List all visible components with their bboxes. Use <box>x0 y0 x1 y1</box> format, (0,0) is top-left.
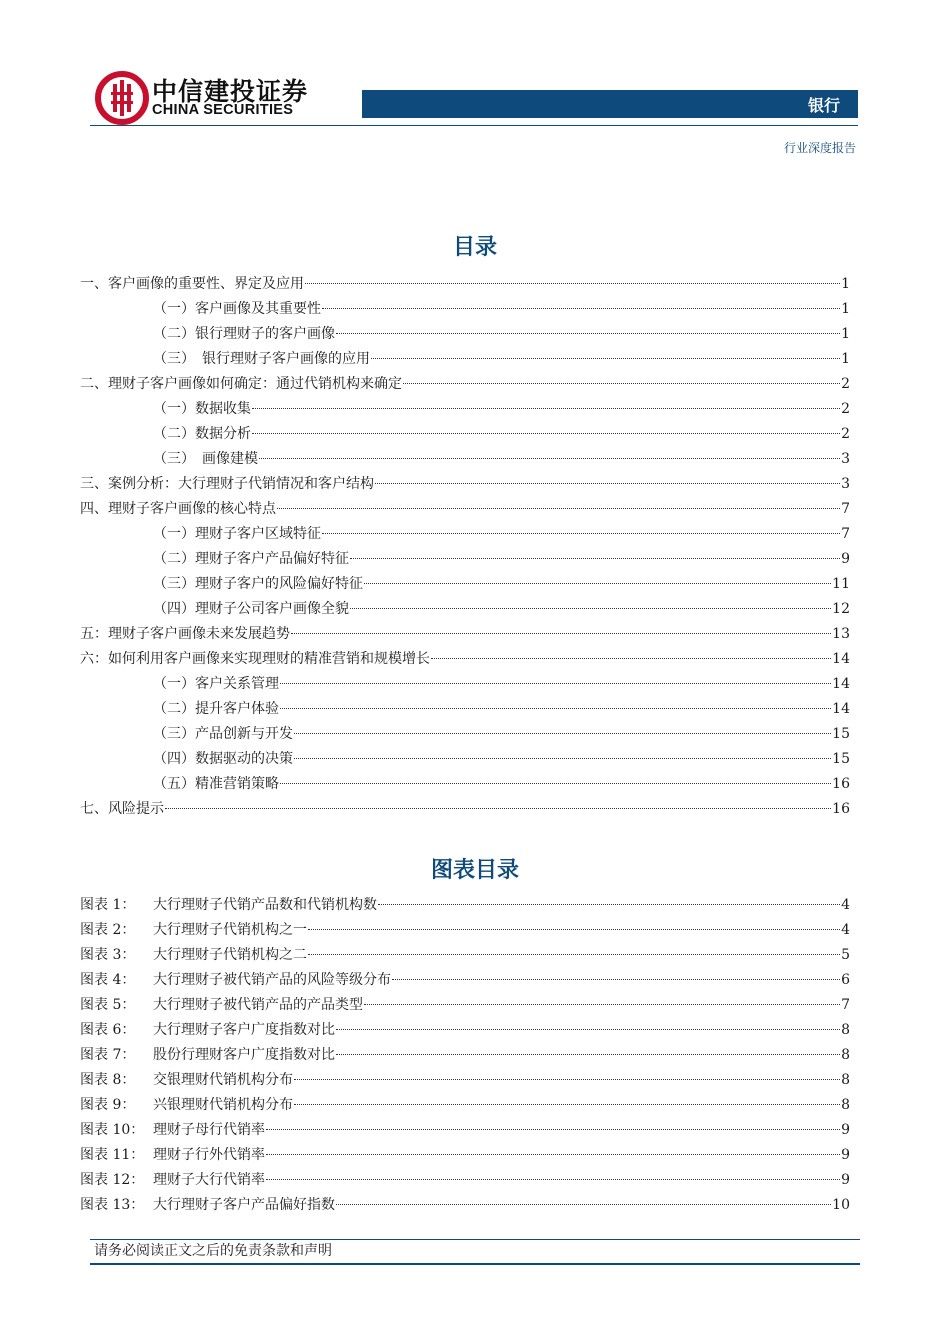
toc-entry-page: 13 <box>832 626 850 642</box>
sector-label: 银行 <box>807 96 840 115</box>
figure-entry-number: 图表 12： <box>80 1172 145 1188</box>
toc-entry-page: 7 <box>841 501 850 517</box>
dot-leader <box>378 890 840 905</box>
dot-leader <box>252 394 840 409</box>
toc-entry-label: （二）提升客户体验 <box>153 701 279 717</box>
toc-entry-page: 16 <box>832 776 850 792</box>
figure-entry-number: 图表 9： <box>80 1097 136 1113</box>
toc-entry-label: （一）数据收集 <box>153 401 251 417</box>
figure-entry-number: 图表 10： <box>80 1122 145 1138</box>
figure-entry-page: 6 <box>841 972 850 988</box>
toc-entry-page: 15 <box>832 751 850 767</box>
dot-leader <box>336 319 840 334</box>
dot-leader <box>252 419 840 434</box>
figure-entry-page: 8 <box>841 1047 850 1063</box>
figure-entry-page: 8 <box>841 1097 850 1113</box>
figure-entry-number: 图表 1： <box>80 897 136 913</box>
figure-entry-page: 10 <box>832 1197 850 1213</box>
toc-entry-label: （一）客户关系管理 <box>153 676 279 692</box>
figure-entry-label: 大行理财子客户产品偏好指数 <box>153 1197 335 1213</box>
toc-entry-label: （四）理财子公司客户画像全貌 <box>153 601 349 617</box>
footer-divider-bottom <box>90 1263 860 1265</box>
dot-leader <box>308 915 840 930</box>
toc-entry-label: （一）客户画像及其重要性 <box>153 301 321 317</box>
toc-entry-page: 14 <box>832 701 850 717</box>
dot-leader <box>305 269 840 284</box>
toc-entry-label: 四、理财子客户画像的核心特点 <box>80 501 276 517</box>
figure-entry-number: 图表 7： <box>80 1047 136 1063</box>
figure-entry-label: 理财子母行代销率 <box>153 1122 265 1138</box>
figure-entry-number: 图表 8： <box>80 1072 136 1088</box>
disclaimer-notice: 请务必阅读正文之后的免责条款和声明 <box>94 1243 332 1259</box>
dot-leader <box>322 294 840 309</box>
figure-entry-number: 图表 4： <box>80 972 136 988</box>
toc-entry-label: 五：理财子客户画像未来发展趋势 <box>80 626 290 642</box>
figure-entry-number: 图表 6： <box>80 1022 136 1038</box>
toc-entry-label: （二）数据分析 <box>153 426 251 442</box>
dot-leader <box>364 990 840 1005</box>
figure-entry-label: 交银理财代销机构分布 <box>153 1072 293 1088</box>
figure-entry-label: 大行理财子代销机构之二 <box>153 947 307 963</box>
figure-entry-label: 理财子行外代销率 <box>153 1147 265 1163</box>
dot-leader <box>336 1040 840 1055</box>
toc-entry-label: （四）数据驱动的决策 <box>153 751 293 767</box>
dot-leader <box>259 444 840 459</box>
dot-leader <box>294 744 831 759</box>
dot-leader <box>266 1115 840 1130</box>
dot-leader <box>266 1165 840 1180</box>
toc-title: 目录 <box>452 235 497 260</box>
toc-list <box>80 272 850 822</box>
figure-entry-page: 8 <box>841 1022 850 1038</box>
toc-entry-page: 1 <box>841 276 850 292</box>
dot-leader <box>336 1190 831 1205</box>
toc-entry-label: （二）银行理财子的客户画像 <box>153 326 335 342</box>
toc-entry-label: （三） 画像建模 <box>153 451 258 467</box>
toc-entry-page: 3 <box>841 451 850 467</box>
toc-entry-label: 二、理财子客户画像如何确定：通过代销机构来确定 <box>80 376 402 392</box>
toc-entry-label: 三、案例分析：大行理财子代销情况和客户结构 <box>80 476 374 492</box>
dot-leader <box>403 369 840 384</box>
china-securities-logo <box>94 70 150 126</box>
toc-entry-page: 2 <box>841 426 850 442</box>
toc-entry-page: 1 <box>841 301 850 317</box>
dot-leader <box>280 769 831 784</box>
report-type: 行业深度报告 <box>783 141 856 155</box>
dot-leader <box>308 940 840 955</box>
toc-entry-page: 9 <box>841 551 850 567</box>
toc-entry-page: 12 <box>832 601 850 617</box>
dot-leader <box>280 669 831 684</box>
figure-entry-label: 股份行理财客户广度指数对比 <box>153 1047 335 1063</box>
dot-leader <box>294 719 831 734</box>
figure-entry-page: 5 <box>841 947 850 963</box>
toc-entry[interactable] <box>80 797 850 822</box>
dot-leader <box>350 594 831 609</box>
dot-leader <box>291 619 831 634</box>
dot-leader <box>266 1140 840 1155</box>
figure-entry-page: 9 <box>841 1122 850 1138</box>
dot-leader <box>375 469 840 484</box>
figure-entry-page: 9 <box>841 1172 850 1188</box>
dot-leader <box>294 1090 840 1105</box>
figure-entry-label: 大行理财子代销机构之一 <box>153 922 307 938</box>
figure-list <box>80 893 850 1218</box>
toc-entry-label: （三） 银行理财子客户画像的应用 <box>153 351 370 367</box>
figure-entry-number: 图表 13： <box>80 1197 145 1213</box>
dot-leader <box>294 1065 840 1080</box>
brand-name-chinese: 中信建投证券 <box>152 77 309 106</box>
figure-entry-label: 大行理财子被代销产品的风险等级分布 <box>153 972 391 988</box>
figure-entry-number: 图表 5： <box>80 997 136 1013</box>
figure-entry-label: 大行理财子客户广度指数对比 <box>153 1022 335 1038</box>
toc-entry-page: 7 <box>841 526 850 542</box>
figure-entry-page: 8 <box>841 1072 850 1088</box>
toc-entry-page: 11 <box>832 576 850 592</box>
figure-entry-page: 9 <box>841 1147 850 1163</box>
figure-entry-number: 图表 2： <box>80 922 136 938</box>
toc-entry-label: （三）产品创新与开发 <box>153 726 293 742</box>
figure-entry[interactable] <box>80 1193 850 1218</box>
toc-entry-page: 14 <box>832 676 850 692</box>
toc-entry-label: （五）精准营销策略 <box>153 776 279 792</box>
toc-entry-label: （三）理财子客户的风险偏好特征 <box>153 576 363 592</box>
dot-leader <box>350 544 840 559</box>
dot-leader <box>277 494 840 509</box>
toc-entry-page: 2 <box>841 376 850 392</box>
dot-leader <box>165 794 831 809</box>
toc-entry-label: （二）理财子客户产品偏好特征 <box>153 551 349 567</box>
dot-leader <box>364 569 831 584</box>
figure-entry-page: 4 <box>841 922 850 938</box>
toc-entry-page: 1 <box>841 351 850 367</box>
toc-entry-label: （一）理财子客户区域特征 <box>153 526 321 542</box>
toc-entry-page: 16 <box>832 801 850 817</box>
toc-entry-page: 1 <box>841 326 850 342</box>
dot-leader <box>392 965 840 980</box>
figure-entry-label: 兴银理财代销机构分布 <box>153 1097 293 1113</box>
toc-entry-page: 3 <box>841 476 850 492</box>
dot-leader <box>322 519 840 534</box>
dot-leader <box>371 344 840 359</box>
figure-list-title: 图表目录 <box>430 858 519 883</box>
figure-entry-page: 7 <box>841 997 850 1013</box>
figure-entry-label: 大行理财子代销产品数和代销机构数 <box>153 897 377 913</box>
dot-leader <box>431 644 831 659</box>
toc-entry-label: 六：如何利用客户画像来实现理财的精准营销和规模增长 <box>80 651 430 667</box>
toc-entry-page: 15 <box>832 726 850 742</box>
figure-entry-label: 理财子大行代销率 <box>153 1172 265 1188</box>
toc-entry-label: 七、风险提示 <box>80 801 164 817</box>
brand-name-english: CHINA SECURITIES <box>152 102 294 118</box>
figure-entry-page: 4 <box>841 897 850 913</box>
figure-entry-label: 大行理财子被代销产品的产品类型 <box>153 997 363 1013</box>
figure-entry-number: 图表 3： <box>80 947 136 963</box>
dot-leader <box>280 694 831 709</box>
toc-entry-label: 一、客户画像的重要性、界定及应用 <box>80 276 304 292</box>
sector-banner <box>362 90 858 118</box>
toc-entry-page: 14 <box>832 651 850 667</box>
figure-entry-number: 图表 11： <box>80 1147 145 1163</box>
dot-leader <box>336 1015 840 1030</box>
toc-entry-page: 2 <box>841 401 850 417</box>
header-divider <box>90 125 858 126</box>
